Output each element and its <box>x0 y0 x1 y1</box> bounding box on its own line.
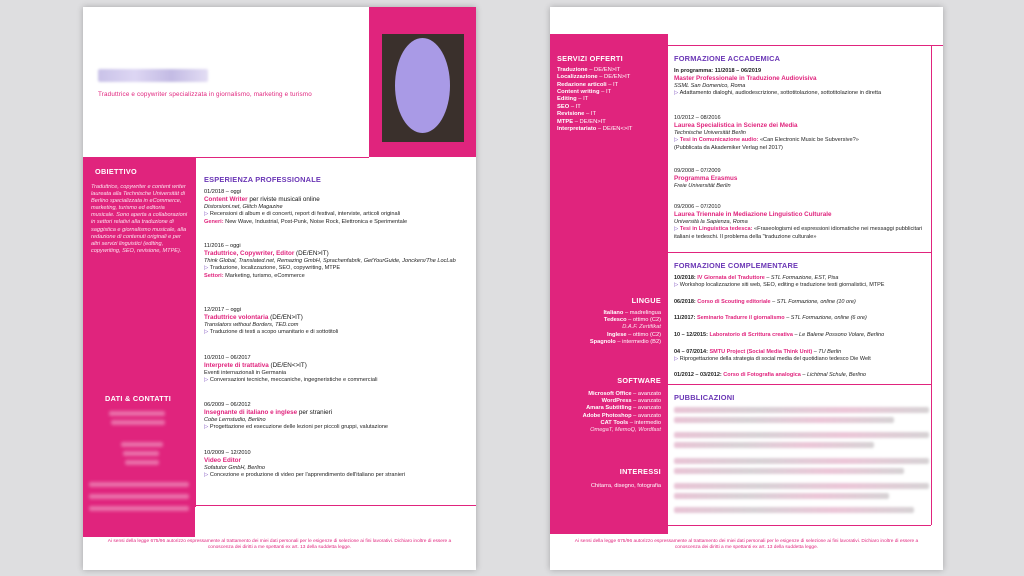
interests-text: Chitarra, disegno, fotografia <box>590 483 661 489</box>
service-name: Revisione <box>557 111 585 118</box>
redacted-publication-line <box>674 507 914 513</box>
job-entry <box>204 307 469 337</box>
education-entry <box>674 168 936 190</box>
software-list <box>551 391 661 434</box>
language-certificate: D.A.F. Zertifikat <box>622 324 661 331</box>
course-name: Corso di Scouting editoriale <box>697 299 771 305</box>
triangle-bullet-icon: ▷ <box>204 265 210 272</box>
job-entry <box>204 402 469 432</box>
language-name: Inglese <box>606 331 627 338</box>
cat-tools-note: OmegaT, MemoQ, Wordfast <box>590 427 661 434</box>
job-dates: 10/2010 – 06/2017 <box>204 355 251 361</box>
sidebar-left <box>83 157 195 537</box>
redacted-publication-line <box>674 483 929 489</box>
course-name: Corso di Fotografia analogica <box>723 372 801 378</box>
section-divider <box>668 384 931 385</box>
redacted-publication-line <box>674 468 904 474</box>
edu-title: Master Professionale in Traduzione Audiovisiva <box>674 75 817 83</box>
section-divider <box>668 252 931 253</box>
job-org: Think Global, Translated.net, Remazing GmbH, Sprachenfabrik, GetYourGuide, Jonckers/The LocLab <box>204 258 456 265</box>
job-dates: 12/2017 – oggi <box>204 307 242 313</box>
education-heading: FORMAZIONE ACCADEMICA <box>674 54 781 63</box>
triangle-bullet-icon: ▷ <box>204 329 210 336</box>
course-name: Laboratorio di Scrittura creativa <box>709 332 793 338</box>
edu-org: SSML San Domenico, Roma <box>674 83 746 90</box>
edu-title: Laurea Specialistica in Scienze dei Media <box>674 122 798 130</box>
course-name: IV Giornata del Traduttore <box>697 275 765 281</box>
language-name: Spagnolo <box>589 338 616 345</box>
service-detail: – IT <box>606 81 619 88</box>
job-tag-text: New Wave, Industrial, Post-Punk, Noise Rock, Elettronica e Sperimentale <box>223 218 408 225</box>
triangle-bullet-icon: ▷ <box>674 90 680 97</box>
language-level: – ottimo (C2) <box>626 317 661 324</box>
job-role: Traduttrice, Copywriter, Editor <box>204 250 295 258</box>
job-role: Video Editor <box>204 457 241 465</box>
redacted-contact-line <box>109 411 165 416</box>
redacted-name <box>98 69 208 82</box>
job-desc: Traduzione, localizzazione, SEO, copywriting, MTPE <box>209 265 341 272</box>
triangle-bullet-icon: ▷ <box>204 377 210 384</box>
software-level: – avanzato <box>631 405 661 412</box>
software-level: – avanzato <box>631 412 661 419</box>
service-detail: – DE/EN>IT <box>597 74 631 81</box>
experience-heading: ESPERIENZA PROFESSIONALE <box>204 175 322 184</box>
job-role-detail: (DE/EN<>IT) <box>268 362 307 370</box>
course-org: – STL Formazione, online (6 ore) <box>784 315 867 321</box>
job-tag-text: Marketing, turismo, eCommerce <box>223 272 305 279</box>
edu-thesis: «Fraseologismi ed espressioni idiomatiche nei messaggi pubblicitari italiani e tedeschi. Il problema della "traduzione culturale» <box>674 226 923 240</box>
job-dates: 11/2016 – oggi <box>204 243 241 249</box>
job-entry <box>204 450 469 480</box>
cv-subtitle: Traduttrice e copywriter specializzata in giornalismo, marketing e turismo <box>98 91 312 98</box>
course-org: – STL Formazione, EST, Pisa <box>764 275 839 281</box>
objective-heading: OBIETTIVO <box>95 167 138 176</box>
service-detail: – DE/EN>IT <box>573 118 606 125</box>
course-name: Seminario Tradurre il giornalismo <box>696 315 785 321</box>
edu-thesis-label: Tesi in Comunicazione audio: <box>679 137 759 144</box>
language-name: Italiano <box>603 310 624 316</box>
job-dates: 10/2009 – 12/2010 <box>204 450 251 456</box>
job-org: Translators without Borders, TED.com <box>204 322 299 329</box>
cv-page-1 <box>83 7 476 570</box>
redacted-contact-line <box>89 494 189 499</box>
redacted-publication-line <box>674 458 929 464</box>
content-bottom-divider <box>195 505 476 506</box>
course-date: 10 – 12/2015: <box>674 332 708 338</box>
course-date: 11/2017: <box>674 315 696 321</box>
job-desc: Conversazioni tecniche, meccaniche, ingegneristiche e commerciali <box>209 377 378 384</box>
job-desc: Progettazione ed esecuzione delle lezioni per piccoli gruppi, valutazione <box>209 424 389 431</box>
publications-heading: PUBBLICAZIONI <box>674 393 735 402</box>
course-org: – Lichtmal Schule, Berlino <box>800 372 866 378</box>
edu-extra: (Pubblicata da Akademiker Verlag nel 2017) <box>674 144 783 151</box>
triangle-bullet-icon: ▷ <box>674 356 680 363</box>
job-role-detail: per stranieri <box>297 409 333 417</box>
job-org: Cobe Lernstudio, Berlino <box>204 417 266 424</box>
course-entry <box>674 372 936 379</box>
services-list <box>557 67 632 133</box>
course-date: 04 – 07/2014: <box>674 349 708 355</box>
job-dates: 06/2009 – 06/2012 <box>204 402 251 408</box>
edu-desc: Adattamento dialoghi, audiodescrizione, sottotitolazione, sottotitolazione in diretta <box>679 90 882 97</box>
edu-org: Technische Universität Berlin <box>674 130 746 137</box>
face-redaction-oval <box>395 38 450 133</box>
job-role: Traduttrice volontaria <box>204 314 269 322</box>
job-desc: Concezione e produzione di video per l'apprendimento dell'italiano per stranieri <box>209 472 406 479</box>
redacted-contact-line <box>89 506 189 511</box>
language-level: – madrelingua <box>623 310 661 316</box>
course-date: 01/2012 – 03/2012: <box>674 372 722 378</box>
course-org: – TU Berlin <box>812 349 842 355</box>
job-role: Insegnante di italiano e inglese <box>204 409 298 417</box>
job-entry <box>204 189 469 226</box>
languages-list <box>551 310 661 346</box>
course-desc: Riprogettazione della strategia di social media del quotidiano tedesco Die Welt <box>679 356 871 363</box>
service-detail: – IT <box>576 96 589 103</box>
languages-heading: LINGUE <box>631 296 661 305</box>
job-tag: Settori: <box>204 272 224 279</box>
job-org: Sofatutor GmbH, Berlino <box>204 465 265 472</box>
software-name: Microsoft Office <box>588 391 632 397</box>
job-org: Distorsioni.net, Glitch Magazine <box>204 204 283 211</box>
software-level: – avanzato <box>631 391 661 397</box>
complementary-heading: FORMAZIONE COMPLEMENTARE <box>674 261 799 270</box>
software-name: CAT Tools <box>600 419 629 426</box>
software-heading: SOFTWARE <box>617 376 661 385</box>
service-name: Traduzione <box>557 67 588 73</box>
service-name: Localizzazione <box>557 74 598 81</box>
sidebar-left <box>550 34 668 534</box>
software-level: – avanzato <box>631 398 661 405</box>
software-name: Amara Subtitling <box>586 405 632 412</box>
software-name: WordPress <box>601 398 632 405</box>
course-desc: Workshop localizzazione siti web, SEO, editing e traduzione testi giornalistici, MTPE <box>679 282 885 289</box>
course-entry <box>674 299 936 306</box>
edu-dates: In programma: 11/2018 – 06/2019 <box>674 68 762 74</box>
job-role-detail: (DE/EN>IT) <box>268 314 303 322</box>
content-divider <box>195 157 196 507</box>
triangle-bullet-icon: ▷ <box>674 137 680 144</box>
job-dates: 01/2018 – oggi <box>204 189 242 195</box>
job-role: Content Writer <box>204 196 248 204</box>
services-heading: SERVIZI OFFERTI <box>557 54 623 63</box>
redacted-contact-line <box>121 442 163 447</box>
service-name: Interpretariato <box>557 125 597 132</box>
education-entry <box>674 204 936 241</box>
edu-title: Laurea Triennale in Mediazione Linguistico Culturale <box>674 211 832 219</box>
course-org: – STL Formazione, online (10 ore) <box>770 299 856 305</box>
service-detail: – DE/EN>IT <box>587 67 621 73</box>
service-detail: – DE/EN<>IT <box>596 125 633 132</box>
software-level: – intermedio <box>628 419 661 426</box>
edu-dates: 09/2008 – 07/2009 <box>674 168 721 174</box>
language-name: Tedesco <box>603 317 627 324</box>
service-name: Content writing <box>557 89 600 96</box>
edu-title: Programma Erasmus <box>674 175 738 183</box>
service-name: SEO <box>557 103 570 110</box>
course-date: 10/2018: <box>674 275 696 281</box>
redacted-contact-line <box>125 460 159 465</box>
redacted-publication-line <box>674 493 889 499</box>
software-name: Adobe Photoshop <box>582 412 632 419</box>
redacted-contact-line <box>89 482 189 487</box>
redacted-contact-line <box>123 451 159 456</box>
cv-page-2 <box>550 7 943 570</box>
course-entry <box>674 275 936 289</box>
job-tag: Generi: <box>204 218 224 225</box>
edu-org: Freie Universität Berlin <box>674 183 731 190</box>
job-desc: Recensioni di album e di concerti, report di festival, interviste, articoli originali <box>209 211 401 218</box>
redacted-publication-line <box>674 432 929 438</box>
redacted-publication-line <box>674 407 929 413</box>
section-divider <box>668 525 931 526</box>
privacy-footer: Ai sensi della legge 675/96 autorizzo espressamente al trattamento dei miei dati personali per le esigenze di selezione ai fini lavorativi. Dichiaro inoltre di essere a conoscenza dei diritti a me spettanti ex art. 13 della suddetta legge. <box>574 539 919 551</box>
course-date: 06/2018: <box>674 299 696 305</box>
edu-thesis-label: Tesi in Linguistica tedesca: <box>679 226 753 233</box>
redacted-contact-line <box>111 420 165 425</box>
triangle-bullet-icon: ▷ <box>674 282 680 289</box>
contacts-heading: DATI & CONTATTI <box>105 394 172 403</box>
triangle-bullet-icon: ▷ <box>204 472 210 479</box>
course-entry <box>674 332 936 339</box>
education-entry <box>674 68 936 98</box>
job-role: Interprete di trattativa <box>204 362 269 370</box>
edu-org: Università la Sapienza, Roma <box>674 219 748 226</box>
language-level: – ottimo (C2) <box>626 331 661 338</box>
service-name: MTPE <box>557 118 574 125</box>
service-detail: – IT <box>599 89 612 96</box>
edu-dates: 09/2006 – 07/2010 <box>674 204 721 210</box>
job-desc: Traduzione di testi a scopo umanitario e di sottotitoli <box>209 329 339 336</box>
privacy-footer: Ai sensi della legge 675/96 autorizzo espressamente al trattamento dei miei dati personali per le esigenze di selezione ai fini lavorativi. Dichiaro inoltre di essere a conoscenza dei diritti a me spettanti ex art. 13 della suddetta legge. <box>107 539 452 551</box>
course-org: – Le Balene Possono Volare, Berlino <box>792 332 885 338</box>
edu-thesis: «Can Electronic Music be Subversive?» <box>758 137 859 144</box>
top-divider <box>668 45 943 46</box>
triangle-bullet-icon: ▷ <box>204 424 210 431</box>
course-entry <box>674 349 936 363</box>
service-detail: – IT <box>569 103 581 110</box>
education-entry <box>674 115 936 152</box>
triangle-bullet-icon: ▷ <box>674 226 680 233</box>
job-entry <box>204 355 469 385</box>
job-org: Eventi internazionali in Germania <box>204 370 287 377</box>
redacted-publication-line <box>674 442 874 448</box>
job-role-detail: (DE/EN>IT) <box>294 250 329 258</box>
objective-text: Traduttrice, copywriter e content writer laureata alla Technische Universität di Berlino specializzata in eCommerce, marketing, turismo ed editoria musicale. Sono aperta a collaborazioni in settori relativi alla traduzione di saggistica e giornalismo musicale, alla redazione di contenuti originali e per altri servizi linguistici (editing, copywriting, SEO, revisione, MTPE). <box>91 184 188 254</box>
service-detail: – IT <box>584 111 596 118</box>
course-entry <box>674 315 936 322</box>
triangle-bullet-icon: ▷ <box>204 211 210 218</box>
service-name: Redazione articoli <box>557 81 607 88</box>
interests-heading: INTERESSI <box>619 467 661 476</box>
job-role-detail: per riviste musicali online <box>247 196 320 204</box>
edu-dates: 10/2012 – 08/2016 <box>674 115 721 121</box>
language-level: – intermedio (B2) <box>615 338 661 345</box>
redacted-publication-line <box>674 417 894 423</box>
service-name: Editing <box>557 96 577 103</box>
job-entry <box>204 243 469 280</box>
course-name: SMTU Project (Social Media Think Unit) <box>709 349 813 355</box>
